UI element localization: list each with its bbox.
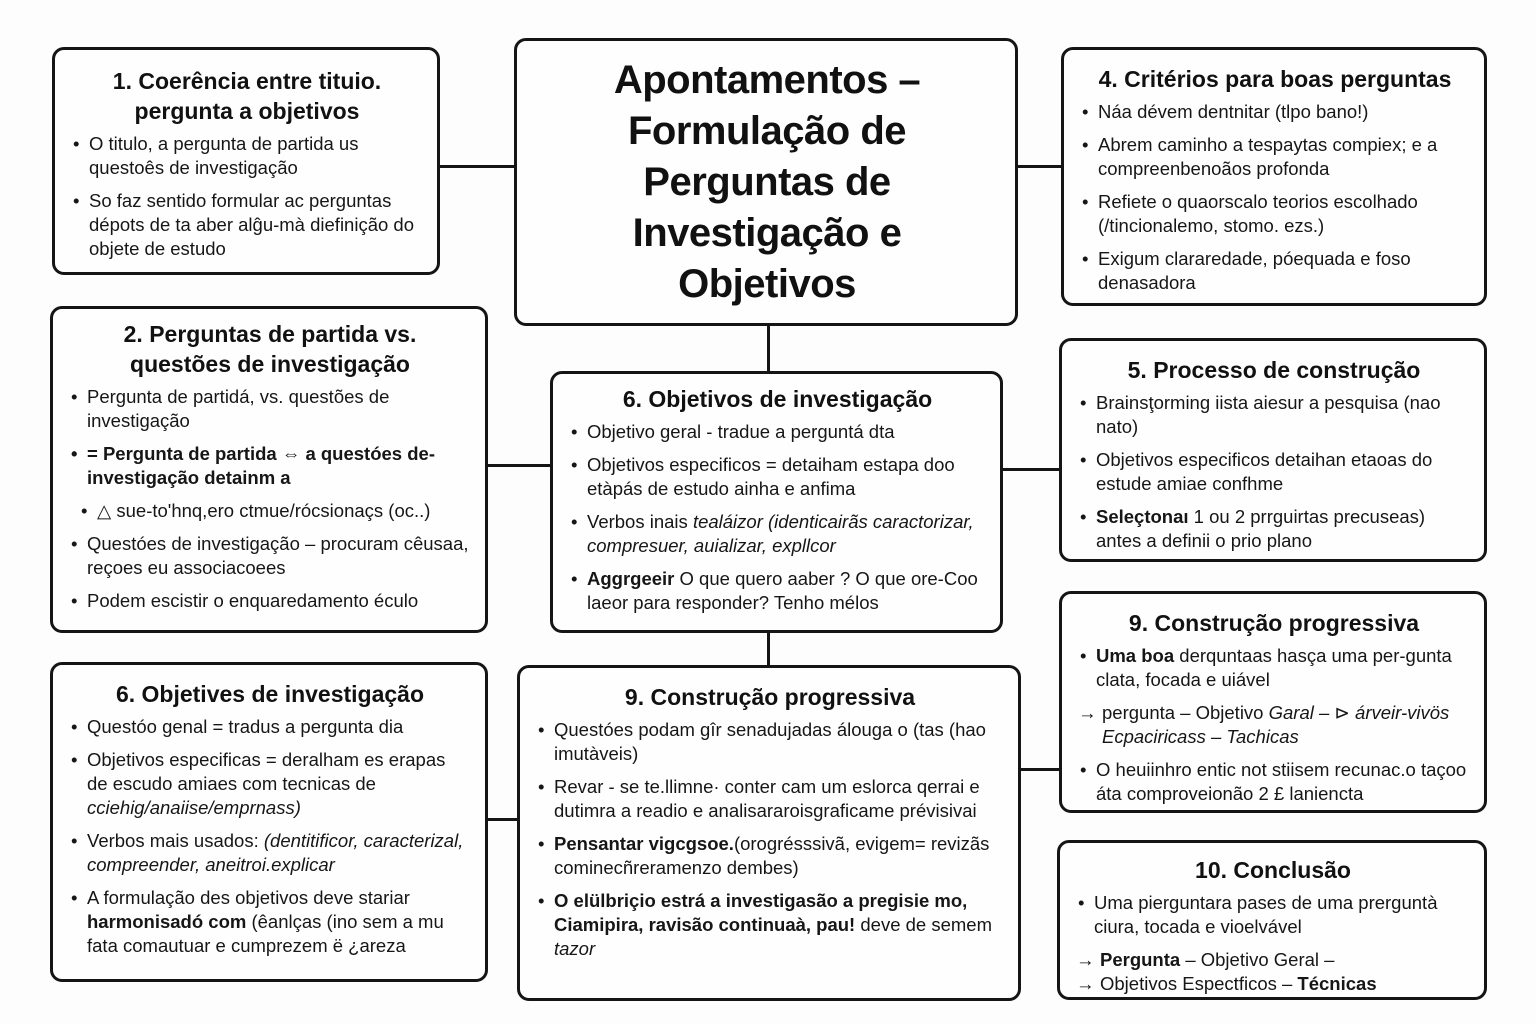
list-item: → Pergunta – Objetivo Geral – <box>1076 948 1470 972</box>
list-item: • Pergunta de partidá, vs. questões de investigação <box>69 385 471 433</box>
list-item: • Questóes podam gîr senadujadas álouga o (tas (hao imutàveis) <box>536 718 1004 766</box>
connector-title-b4 <box>1016 165 1062 168</box>
list-item: • Abrem caminho a tespaytas compiex; e a compreenbenoãos profonda <box>1080 133 1470 181</box>
connector-b9c-b9r <box>1019 768 1061 771</box>
list-item: • Pensantar vigcgsoe.(orogrésssivã, evigem= revizãs cominecñreramenzo dembes) <box>536 832 1004 880</box>
box-heading: 4. Critérios para boas perguntas <box>1098 66 1452 92</box>
list-item: • Seleçtonaı 1 ou 2 prrguirtas precuseas) antes a definii o prio plano <box>1078 505 1470 553</box>
list-item: • Podem escistir o enquaredamento éculo <box>69 589 471 613</box>
box-criterios <box>1061 47 1487 306</box>
box-objetivos-left <box>50 662 488 982</box>
list-item: • Objetivos especificos = detaiham estapa doo etàpás de estudo ainha e anfima <box>569 453 986 501</box>
box-coerencia <box>52 47 440 275</box>
box-objetivos-center <box>550 371 1003 633</box>
connector-b6c-b5 <box>1001 468 1061 471</box>
box-heading: 9. Construção progressiva <box>1128 610 1420 636</box>
connector-b6c-b9c <box>767 632 770 666</box>
list-item: → Objetivos Espectficos – Técnicas <box>1076 972 1470 996</box>
box-heading: 6. Objetives de investigação <box>115 681 425 707</box>
list-item: • Exigum clararedade, póequada e foso denasadora <box>1080 247 1470 295</box>
list-item: • = Pergunta de partida ⇔ a questóes de-investigação detainm a <box>69 442 471 490</box>
list-item: • Objetivos especificos detaihan etaoas do estude amiae confhme <box>1078 448 1470 496</box>
list-item: • Uma pierguntara pases de uma prerguntà ciura, tocada e vioelvável <box>1076 891 1470 939</box>
box-heading: 5. Processo de construção <box>1127 357 1421 383</box>
box-construcao-center <box>517 665 1021 1001</box>
box-heading: 10. Conclusão <box>1195 857 1351 883</box>
list-item: • △ sue-to'hnq,ero ctmue/rócsionaçs (oc..) <box>69 499 471 523</box>
connector-title-b6c <box>767 324 770 372</box>
list-item: • Uma boa derquntaas hasça uma per-gunta clata, focada e uiável <box>1078 644 1470 692</box>
list-item: • Refiete o quaorscalo teorios escolhado (/tincionalemo, stomo. ezs.) <box>1080 190 1470 238</box>
list-item: • Objetivos especificas = deralham es erapas de escudo amiaes com tecnicas de cciehig/anaiise/emprnass) <box>69 748 471 820</box>
list-item: • Objetivo geral - tradue a perguntá dta <box>569 420 986 444</box>
list-item: • O heuiinhro entic not stiisem recunac.o taçoo áta comproveionão 2 £ laniencta <box>1078 758 1470 806</box>
list-item: • So faz sentido formular ac perguntas dépots de ta aber alĝu-mà diefinição do objete de estudo <box>71 189 423 261</box>
list-item: • Revar - se te.llimne· conter cam um eslorca qerrai e dutimra a readio e analisararoisgraficame prévisivai <box>536 775 1004 823</box>
list-item: → pergunta – Objetivo Garal – ⊳ árveir-vivös Ecpaciricass – Tachicas <box>1078 701 1470 749</box>
connector-b2-b6c <box>486 464 552 467</box>
box-heading: 2. Perguntas de partida vs. questões de investigação <box>123 321 417 377</box>
list-item: • O titulo, a pergunta de partida us questoês de investigação <box>71 132 423 180</box>
box-conclusao <box>1057 840 1487 1000</box>
list-item: • Brainsţorming iista aiesur a pesquisa (nao nato) <box>1078 391 1470 439</box>
list-item: • O elülbriçio estrá a investigasão a pregisie mo, Ciamipira, ravisão continuaà, pau! deve de semem tazor <box>536 889 1004 961</box>
connector-b6l-b9c <box>486 818 519 821</box>
box-processo <box>1059 338 1487 562</box>
connector-b1-title <box>438 165 516 168</box>
main-title: Apontamentos – Formulação de Perguntas de Investigação e Objetivos <box>613 57 921 306</box>
title-box <box>514 38 1018 326</box>
list-item: • Questóo genal = tradus a pergunta dia <box>69 715 471 739</box>
box-construcao-right <box>1059 591 1487 813</box>
box-heading: 1. Coerência entre tituio. pergunta a objetivos <box>112 68 382 124</box>
list-item: • Aggrgeeir O que quero aaber ? O que ore-Coo laeor para responder? Tenho mélos <box>569 567 986 615</box>
list-item: • Náa dévem dentnitar (tlpo bano!) <box>1080 100 1470 124</box>
box-heading: 6. Objetivos de investigação <box>622 386 933 412</box>
box-perguntas-partida <box>50 306 488 633</box>
list-item: • A formulação des objetivos deve stariar harmonisadó com (êanlças (ino sem a mu fata comautuar e cumprezem ë ¿areza <box>69 886 471 958</box>
list-item: • Verbos inais tealáizor (identicairãs caractorizar, compresuer, auializar, expllcor <box>569 510 986 558</box>
list-item: • Questóes de investigação – procuram cêusaa, reçoes eu associacoees <box>69 532 471 580</box>
box-heading: 9. Construção progressiva <box>624 684 916 710</box>
list-item: • Verbos mais usados: (dentitificor, caracterizal, compreender, aneitroi.explicar <box>69 829 471 877</box>
